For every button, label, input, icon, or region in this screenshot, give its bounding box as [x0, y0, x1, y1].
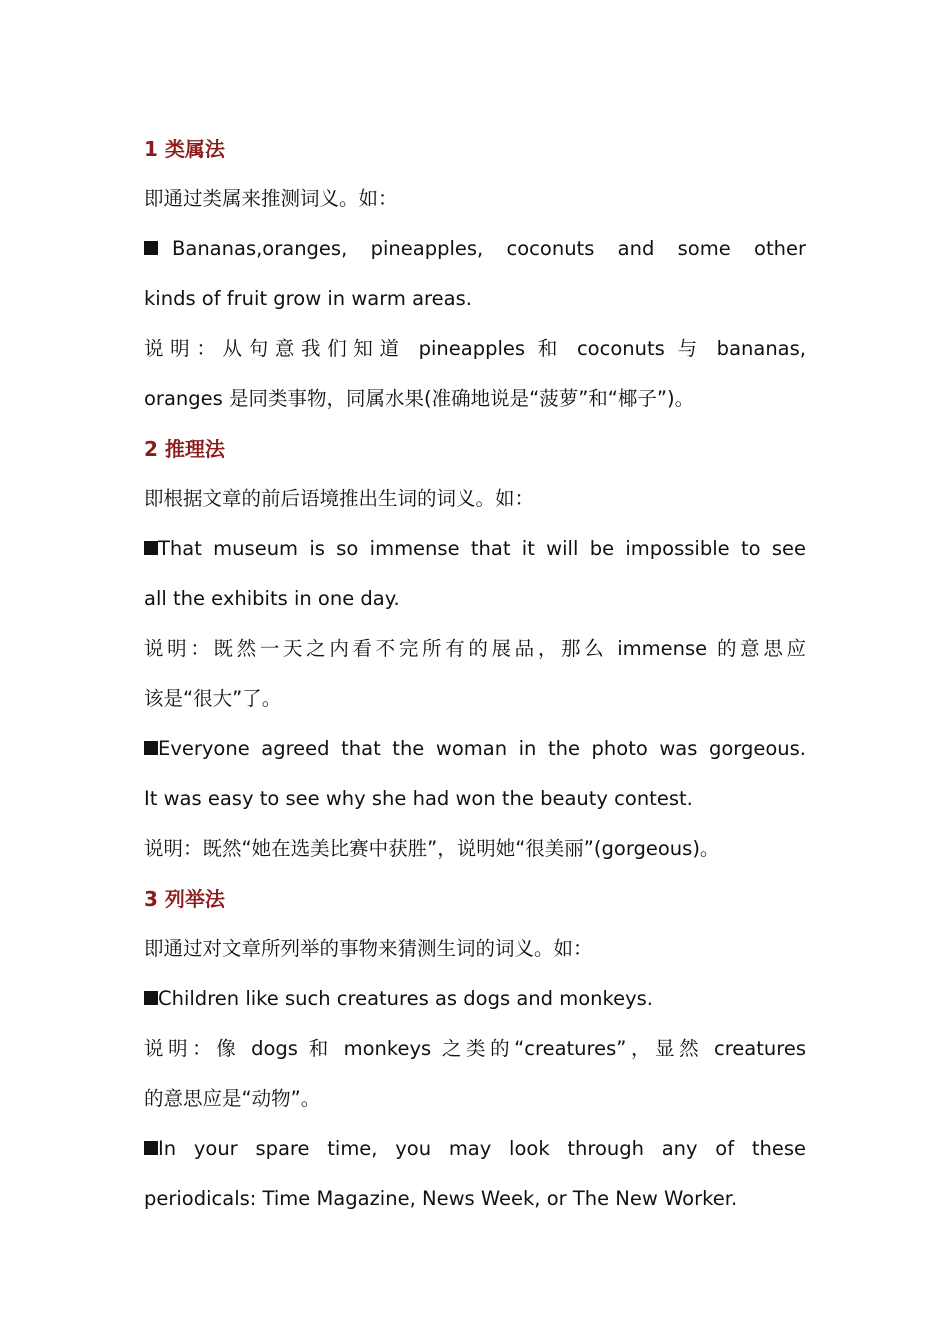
- section-2-note-2-line-1: 说明：既然“她在选美比赛中获胜”，说明她“很美丽”(gorgeous)。: [144, 837, 720, 860]
- section-2-note-1-line-2: 该是“很大”了。: [144, 687, 282, 710]
- section-3-note-1-line-2: 的意思应是“动物”。: [144, 1087, 321, 1110]
- section-2-example-1-line-2: all the exhibits in one day.: [144, 587, 400, 610]
- section-1-example-1-line-2: kinds of fruit grow in warm areas.: [144, 287, 472, 310]
- section-1-heading: 1 类属法: [144, 137, 225, 161]
- section-1-intro: 即通过类属来推测词义。如：: [144, 187, 398, 210]
- section-1-example-1-line-1: Bananas,oranges, pineapples, coconuts and some other: [144, 224, 806, 274]
- section-3-note-1-line-1: 说明：像 dogs 和 monkeys 之类的“creatures”，显然 creatures: [144, 1037, 806, 1060]
- bullet-square-icon: [144, 991, 158, 1005]
- bullet-square-icon: [144, 541, 158, 555]
- section-3-example-1-line-1: Children like such creatures as dogs and monkeys.: [144, 974, 806, 1024]
- section-1-note-1-line-1: 说明：从句意我们知道 pineapples 和 coconuts 与 bananas,: [144, 337, 806, 360]
- section-3-example-2-line-1: In your spare time, you may look through any of these: [144, 1124, 806, 1174]
- section-2-intro: 即根据文章的前后语境推出生词的词义。如：: [144, 487, 535, 510]
- bullet-square-icon: [144, 741, 158, 755]
- bullet-square-icon: [144, 241, 158, 255]
- section-2-example-1-line-1: That museum is so immense that it will be impossible to see: [144, 524, 806, 574]
- section-2-example-2-line-2: It was easy to see why she had won the beauty contest.: [144, 787, 693, 810]
- section-1-note-1-line-2: oranges 是同类事物，同属水果(准确地说是“菠萝”和“椰子”)。: [144, 387, 695, 410]
- section-3-example-2-line-2: periodicals: Time Magazine, News Week, or The New Worker.: [144, 1187, 738, 1210]
- section-2-note-1-line-1: 说明：既然一天之内看不完所有的展品，那么 immense 的意思应: [144, 637, 806, 660]
- bullet-square-icon: [144, 1141, 158, 1155]
- section-2-heading: 2 推理法: [144, 437, 225, 461]
- document-page: [144, 124, 806, 1224]
- section-3-heading: 3 列举法: [144, 887, 225, 911]
- section-2-example-2-line-1: Everyone agreed that the woman in the photo was gorgeous.: [144, 724, 806, 774]
- section-3-intro: 即通过对文章所列举的事物来猜测生词的词义。如：: [144, 937, 593, 960]
